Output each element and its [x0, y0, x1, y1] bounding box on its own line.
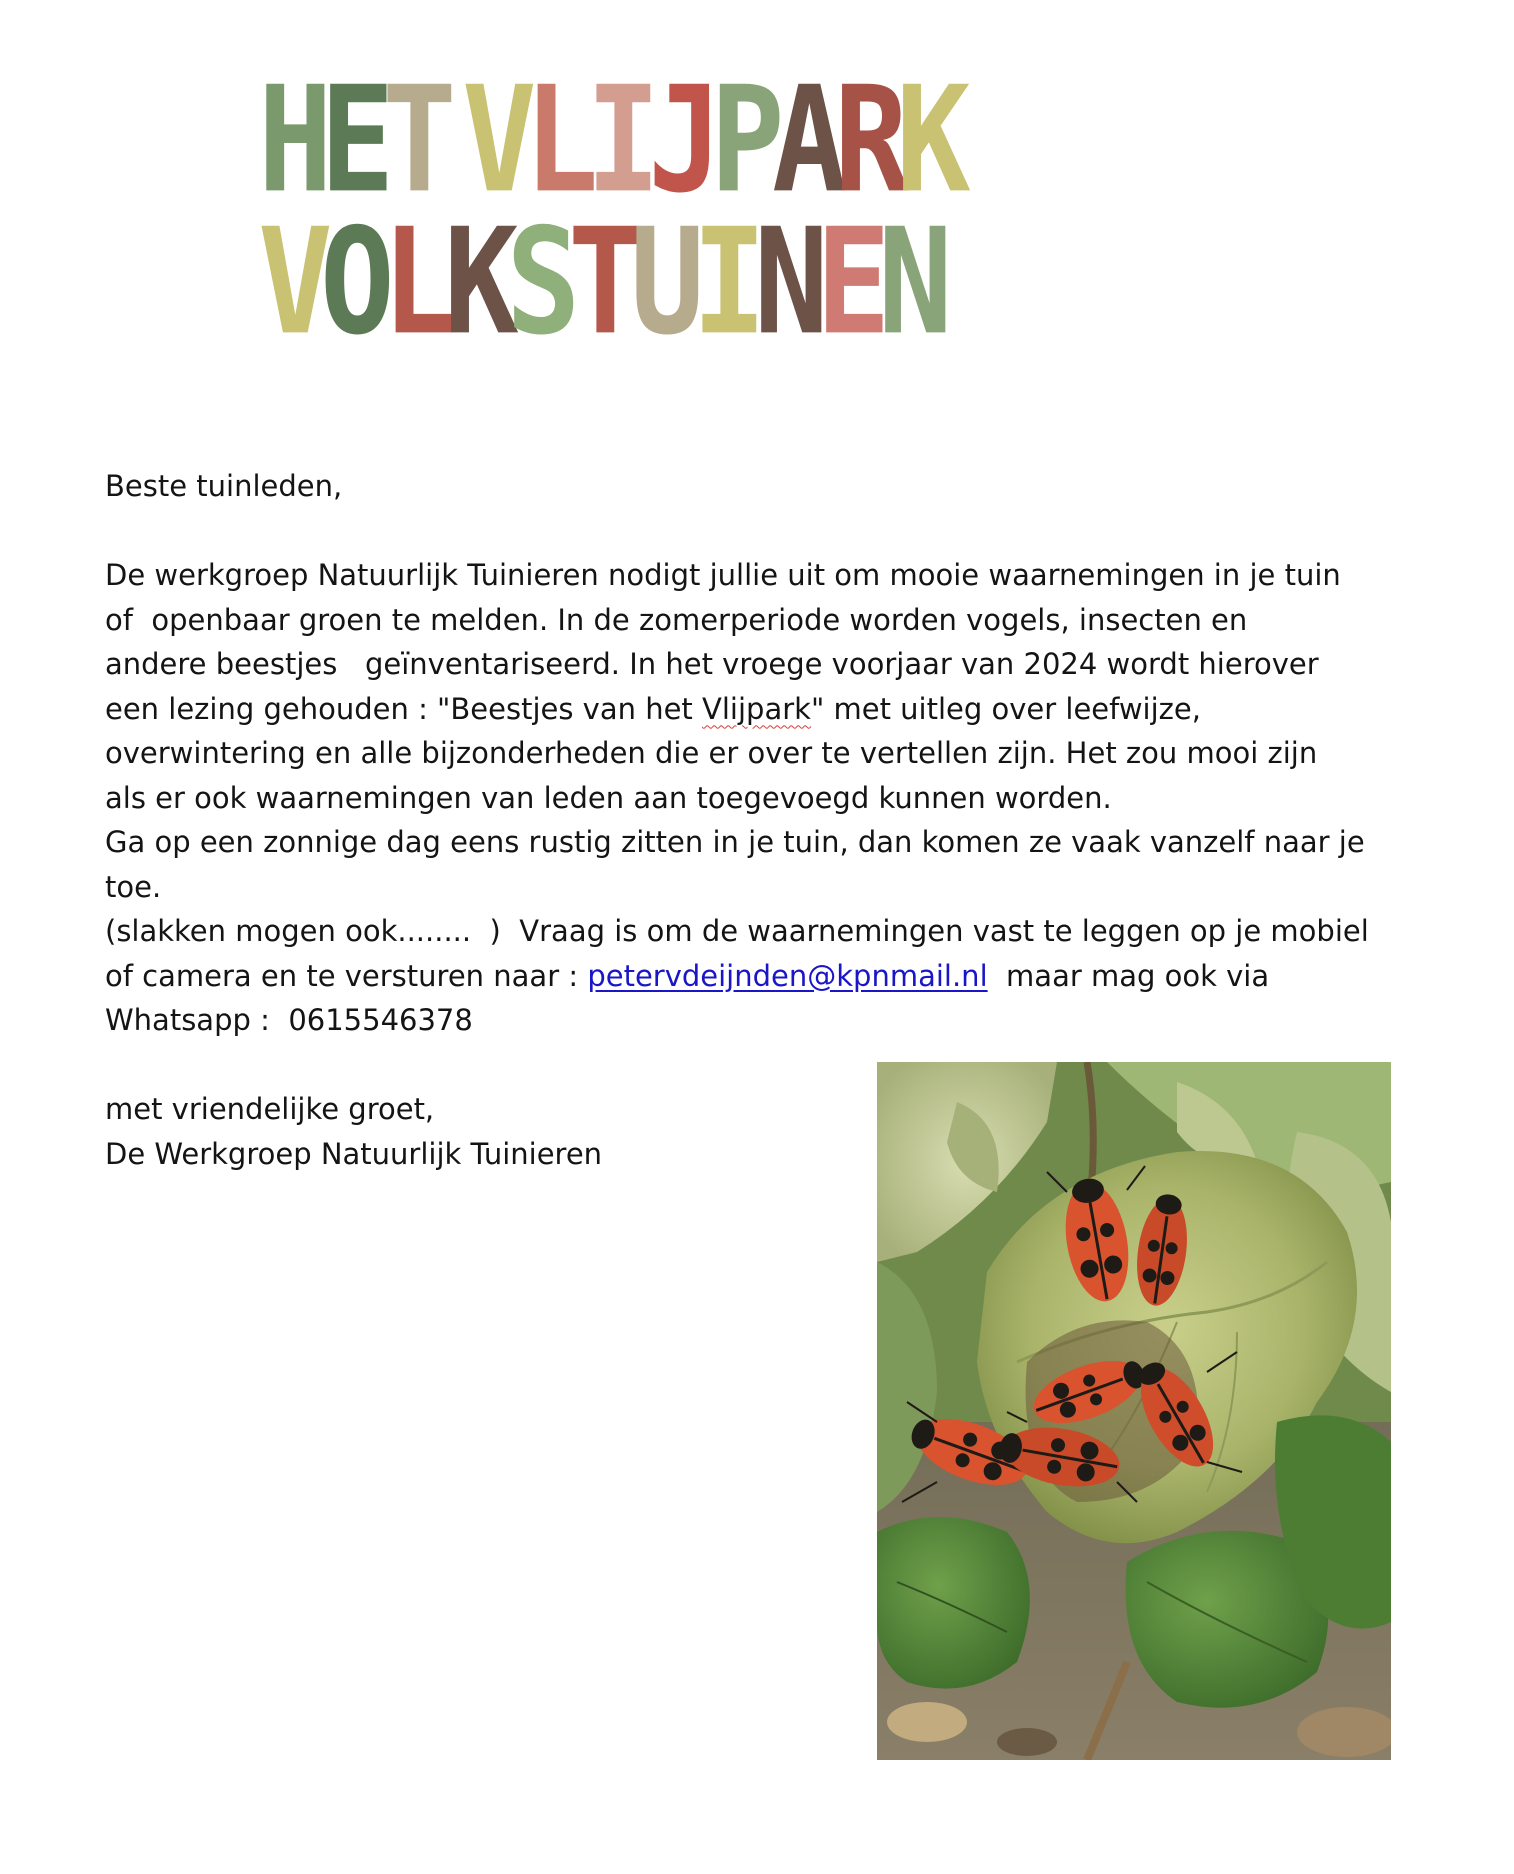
body-line-7: Ga op een zonnige dag eens rustig zitten in je tuin, dan komen ze vaak vanzelf naar je [105, 825, 1365, 859]
greeting: Beste tuinleden, [105, 469, 343, 503]
logo-line-2-letter-v: V [258, 197, 333, 368]
body-line-5: overwintering en alle bijzonderheden die er over te vertellen zijn. Het zou mooi zijn [105, 736, 1318, 770]
body-line-1: De werkgroep Natuurlijk Tuinieren nodigt jullie uit om mooie waarnemingen in je tuin [105, 558, 1341, 592]
body-line-4-start: een lezing gehouden : "Beestjes van het [105, 691, 703, 726]
logo-line-2-letter-n: N [754, 197, 829, 368]
logo-line-2-letter-s: S [506, 197, 581, 368]
logo-line-1-letter-i: I [586, 55, 661, 226]
contact-line [105, 954, 1405, 999]
logo-line-1-letter-j: J [648, 55, 723, 226]
contact-line-end: maar mag ook via [987, 958, 1270, 993]
logo-line-2-letter-k: K [444, 197, 519, 368]
logo-line-1-letter-r: R [834, 55, 909, 226]
body-line-3: andere beestjes geïnventariseerd. In het vroege voorjaar van 2024 wordt hierover [105, 647, 1319, 681]
whatsapp-line: Whatsapp : 0615546378 [105, 1003, 473, 1037]
logo-line-2-letter-u: U [630, 197, 705, 368]
body-line-8: toe. [105, 869, 162, 904]
logo-line-1-letter-a: A [772, 55, 847, 226]
signature: De Werkgroep Natuurlijk Tuinieren [105, 1136, 603, 1171]
logo-line-2-letter-n: N [878, 197, 953, 368]
email-link[interactable]: petervdeijnden@kpnmail.nl [587, 958, 988, 993]
firebug-photo [877, 1062, 1391, 1760]
logo-line-1-letter-e: E [320, 55, 395, 226]
body-line-6: als er ook waarnemingen van leden aan toegevoegd kunnen worden. [105, 780, 1112, 815]
logo-vlijpark-volkstuinen [258, 55, 1128, 368]
body-line-9: (slakken mogen ook........ ) Vraag is om de waarnemingen vast te leggen op je mobiel [105, 914, 1369, 948]
logo-line-2-letter-e: E [816, 197, 891, 368]
body-line-4 [105, 687, 1405, 732]
logo-line-1 [258, 55, 1128, 226]
logo-line-2-letter-o: O [320, 197, 395, 368]
logo-line-1-letter-l: L [524, 55, 599, 226]
logo-line-1-letter-h: H [258, 55, 333, 226]
logo-line-2-letter-t: T [568, 197, 643, 368]
body-line-2: of openbaar groen te melden. In de zomerperiode worden vogels, insecten en [105, 602, 1248, 637]
contact-line-start: of camera en te versturen naar : [105, 958, 588, 993]
logo-line-1-letter-t: T [382, 55, 457, 226]
paragraph-gap [105, 509, 1405, 554]
logo-line-1-letter-v: V [462, 55, 537, 226]
logo-line-1-letter-p: P [710, 55, 785, 226]
body-line-4-end: " met uitleg over leefwijze, [810, 691, 1201, 726]
logo-line-2 [258, 197, 1128, 368]
logo-line-1-letter-k: K [896, 55, 971, 226]
closing: met vriendelijke groet, [105, 1092, 435, 1126]
misspelled-word: Vlijpark [702, 691, 811, 726]
logo-line-2-letter-i: I [692, 197, 767, 368]
logo-line-2-letter-l: L [382, 197, 457, 368]
